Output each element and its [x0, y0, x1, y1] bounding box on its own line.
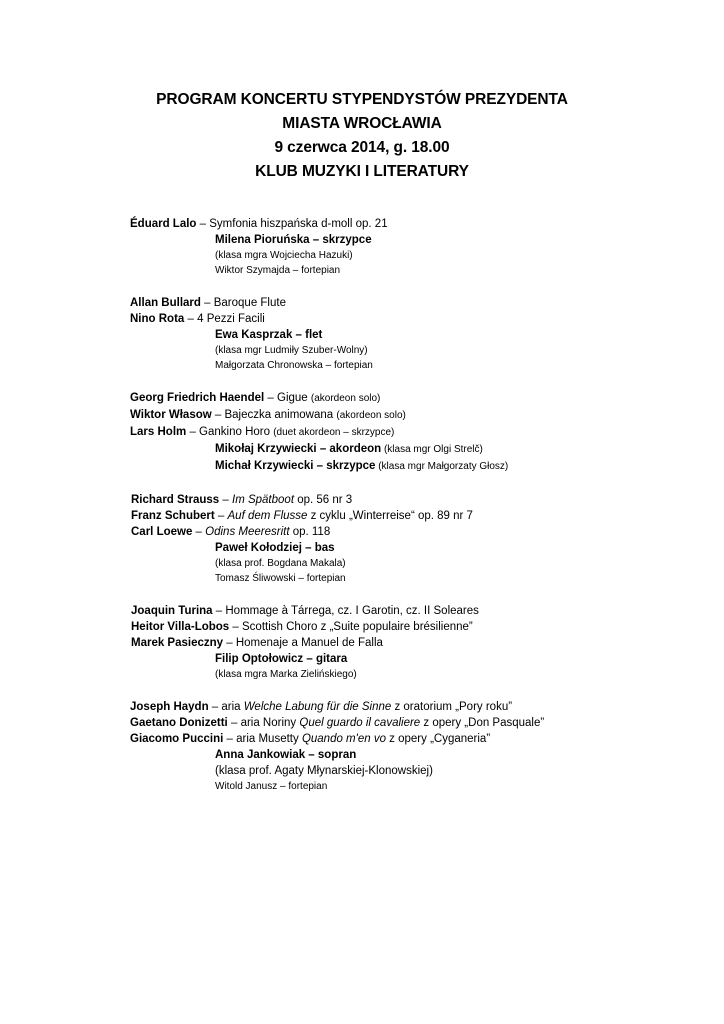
performer-note: Witold Janusz – fortepian	[215, 781, 328, 792]
work-line	[0, 635, 724, 651]
separator: –	[227, 717, 241, 729]
work-line	[0, 295, 724, 311]
composer-name: Marek Pasieczny	[131, 637, 224, 649]
work-title: Hommage à Tárrega, cz. I Garotin, cz. II Soleares	[225, 605, 479, 617]
separator: –	[264, 392, 277, 404]
title-line-4: KLUB MUZYKI I LITERATURY	[255, 163, 469, 180]
title-line-3: 9 czerwca 2014, g. 18.00	[274, 139, 450, 156]
composer-name: Wiktor Własow	[130, 409, 212, 421]
work-title-italic: Quando m'en vo	[301, 733, 386, 745]
separator: –	[214, 510, 228, 522]
program-section	[0, 492, 724, 586]
program-section	[0, 699, 724, 794]
work-title: Homenaje a Manuel de Falla	[235, 637, 383, 649]
work-title-italic: Welche Labung für die Sinne	[243, 701, 392, 713]
work-line	[0, 407, 724, 424]
separator: –	[200, 297, 214, 309]
separator: –	[219, 494, 232, 506]
composer-name: Éduard Lalo	[130, 218, 197, 230]
performer-class-note: (klasa mgr Olgi Strelč)	[381, 444, 483, 455]
concert-title	[0, 88, 724, 184]
title-line-1: PROGRAM KONCERTU STYPENDYSTÓW PREZYDENTA	[156, 91, 568, 108]
program-section	[0, 216, 724, 278]
performer-name: Milena Pioruńska – skrzypce	[215, 234, 372, 246]
work-line	[0, 524, 724, 540]
composer-name: Giacomo Puccini	[130, 733, 224, 745]
performer-note: (klasa prof. Agaty Młynarskiej-Klonowskiej)	[215, 765, 433, 777]
performer-note: (klasa prof. Bogdana Makala)	[215, 558, 346, 569]
work-title: Scottish Choro z „Suite populaire brésilienne”	[242, 621, 473, 633]
performer-note: Wiktor Szymajda – fortepian	[215, 265, 341, 276]
performer-line	[0, 651, 724, 667]
work-title: Symfonia hiszpańska d-moll op. 21	[209, 218, 388, 230]
composer-name: Allan Bullard	[130, 297, 201, 309]
performer-line	[0, 540, 724, 556]
composer-name: Heitor Villa-Lobos	[131, 621, 230, 633]
work-title-italic: Quel guardo il cavaliere	[299, 717, 421, 729]
work-title: Gankino Horo	[199, 426, 274, 438]
work-title: z opery „Don Pasquale”	[420, 717, 545, 729]
work-line	[0, 508, 724, 524]
work-title: Baroque Flute	[213, 297, 286, 309]
composer-name: Lars Holm	[130, 426, 187, 438]
program-section	[0, 603, 724, 682]
work-prefix: aria	[221, 701, 244, 713]
performer-line	[0, 441, 724, 458]
work-title-italic: Im Spätboot	[232, 494, 295, 506]
separator: –	[211, 409, 225, 421]
separator: –	[229, 621, 242, 633]
work-note: (akordeon solo)	[336, 410, 406, 421]
performer-name: Ewa Kasprzak – flet	[215, 329, 323, 341]
separator: –	[208, 701, 222, 713]
composer-name: Georg Friedrich Haendel	[130, 392, 265, 404]
work-title: z cyklu „Winterreise“ op. 89 nr 7	[307, 510, 473, 522]
separator: –	[192, 526, 206, 538]
performer-name: Filip Optołowicz – gitara	[215, 653, 348, 665]
work-line	[0, 699, 724, 715]
performer-line	[0, 327, 724, 343]
performer-note: (klasa mgra Wojciecha Hazuki)	[215, 250, 353, 261]
work-title: op. 56 nr 3	[294, 494, 353, 506]
separator: –	[212, 605, 226, 617]
composer-name: Richard Strauss	[131, 494, 220, 506]
performer-name: Anna Jankowiak – sopran	[215, 749, 357, 761]
program-section	[0, 295, 724, 373]
work-note: (duet akordeon – skrzypce)	[273, 427, 395, 438]
composer-name: Gaetano Donizetti	[130, 717, 228, 729]
work-line	[0, 216, 724, 232]
work-line	[0, 424, 724, 441]
work-title-italic: Odins Meeresritt	[205, 526, 290, 538]
work-title-italic: Auf dem Flusse	[227, 510, 308, 522]
work-line	[0, 390, 724, 407]
work-title: 4 Pezzi Facili	[197, 313, 265, 325]
work-title: op. 118	[289, 526, 331, 538]
title-line-2: MIASTA WROCŁAWIA	[282, 115, 442, 132]
work-note: (akordeon solo)	[310, 393, 381, 404]
performer-note: Tomasz Śliwowski – fortepian	[215, 573, 346, 584]
composer-name: Joseph Haydn	[130, 701, 209, 713]
work-title: Gigue	[277, 392, 311, 404]
work-prefix: aria Noriny	[240, 717, 300, 729]
work-line	[0, 619, 724, 635]
performer-note: (klasa mgr Ludmiły Szuber-Wolny)	[215, 345, 368, 356]
performer-name: Paweł Kołodziej – bas	[215, 542, 335, 554]
performer-name: Michał Krzywiecki – skrzypce	[215, 460, 376, 472]
composer-name: Franz Schubert	[131, 510, 215, 522]
work-title: Bajeczka animowana	[224, 409, 337, 421]
separator: –	[196, 218, 210, 230]
composer-name: Carl Loewe	[131, 526, 193, 538]
separator: –	[186, 426, 200, 438]
performer-note: Małgorzata Chronowska – fortepian	[215, 360, 373, 371]
work-prefix: aria Musetty	[236, 733, 302, 745]
performer-name: Mikołaj Krzywiecki – akordeon	[215, 443, 382, 455]
program-section	[0, 390, 724, 475]
performer-line	[0, 232, 724, 248]
performer-class-note: (klasa mgr Małgorzaty Głosz)	[375, 461, 509, 472]
composer-name: Nino Rota	[130, 313, 185, 325]
work-line	[0, 603, 724, 619]
performer-line	[0, 747, 724, 763]
performer-line	[0, 458, 724, 475]
work-title: z oratorium „Pory roku”	[391, 701, 513, 713]
separator: –	[223, 637, 236, 649]
work-line	[0, 731, 724, 747]
work-title: z opery „Cyganeria”	[385, 733, 491, 745]
work-line	[0, 492, 724, 508]
work-line	[0, 715, 724, 731]
composer-name: Joaquin Turina	[131, 605, 213, 617]
program-list	[0, 216, 724, 811]
work-line	[0, 311, 724, 327]
performer-note: (klasa mgra Marka Zielińskiego)	[215, 669, 357, 680]
separator: –	[223, 733, 237, 745]
separator: –	[184, 313, 198, 325]
